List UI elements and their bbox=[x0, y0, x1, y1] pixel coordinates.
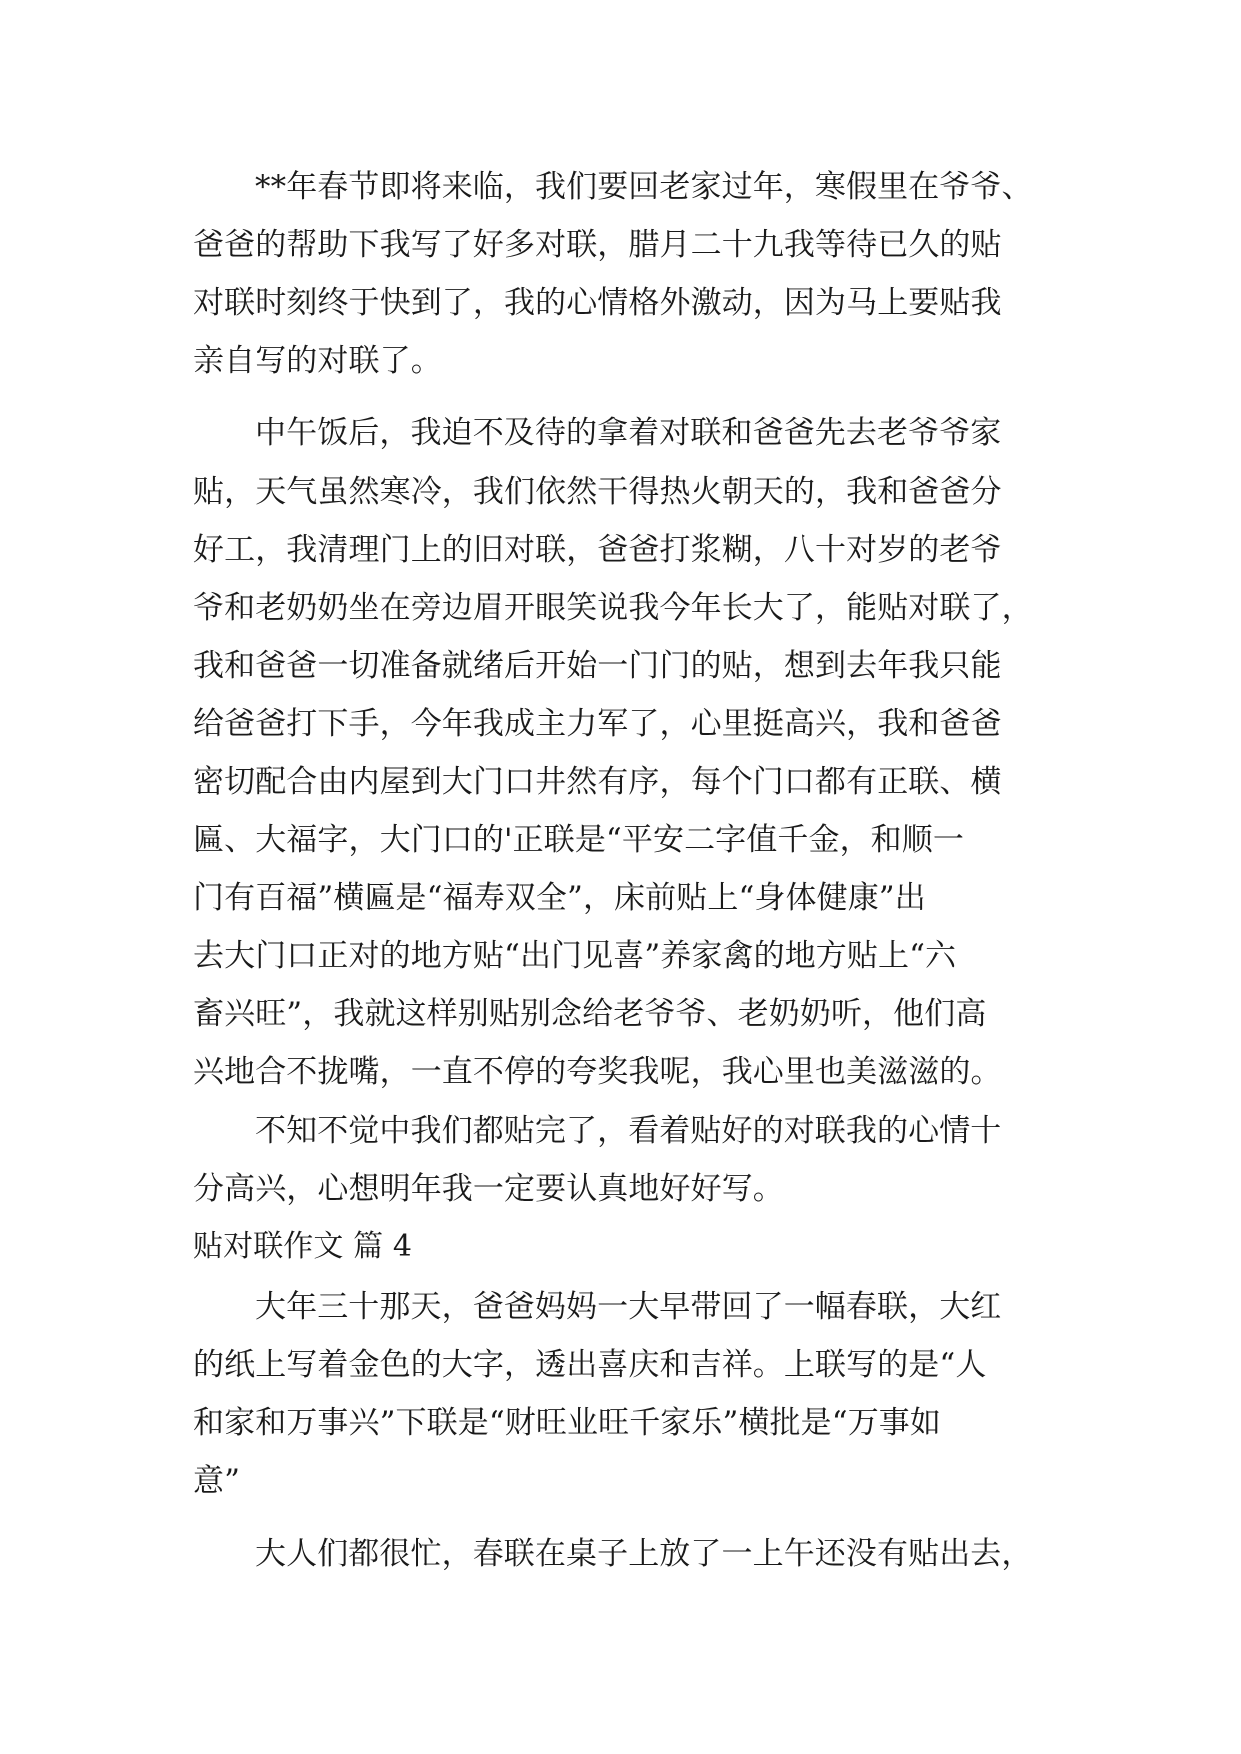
paragraph-4-line-1: 大年三十那天，爸爸妈妈一大早带回了一幅春联，大红 bbox=[255, 1289, 1002, 1325]
paragraph-2-line-2: 贴，天气虽然寒冷，我们依然干得热火朝天的，我和爸爸分 bbox=[193, 474, 1002, 510]
paragraph-1-line-3: 对联时刻终于快到了，我的心情格外激动，因为马上要贴我 bbox=[193, 285, 1002, 321]
paragraph-2-line-7: 密切配合由内屋到大门口井然有序，每个门口都有正联、横 bbox=[193, 764, 1002, 800]
paragraph-2-line-3: 好工，我清理门上的旧对联，爸爸打浆糊，八十对岁的老爷 bbox=[193, 532, 1002, 568]
section-heading: 贴对联作文 篇 4 bbox=[193, 1229, 413, 1264]
paragraph-2-line-1: 中午饭后，我迫不及待的拿着对联和爸爸先去老爷爷家 bbox=[255, 415, 1002, 451]
paragraph-2-line-8: 匾、大福字，大门口的'正联是“平安二字值千金，和顺一 bbox=[193, 822, 964, 858]
paragraph-2-line-5: 我和爸爸一切准备就绪后开始一门门的贴，想到去年我只能 bbox=[193, 648, 1002, 684]
paragraph-3-line-1: 不知不觉中我们都贴完了，看着贴好的对联我的心情十 bbox=[255, 1113, 1002, 1149]
paragraph-1-line-1: **年春节即将来临，我们要回老家过年，寒假里在爷爷、 bbox=[255, 169, 1033, 205]
paragraph-4-line-4: 意” bbox=[193, 1463, 241, 1499]
paragraph-3-line-2: 分高兴，心想明年我一定要认真地好好写。 bbox=[193, 1171, 784, 1207]
paragraph-2-line-11: 畜兴旺”，我就这样别贴别念给老爷爷、老奶奶听，他们高 bbox=[193, 996, 987, 1032]
paragraph-2-line-9: 门有百福”横匾是“福寿双全”，床前贴上“身体健康”出 bbox=[193, 880, 926, 916]
paragraph-4-line-3: 和家和万事兴”下联是“财旺业旺千家乐”横批是“万事如 bbox=[193, 1405, 941, 1441]
paragraph-1-line-2: 爸爸的帮助下我写了好多对联，腊月二十九我等待已久的贴 bbox=[193, 227, 1002, 263]
paragraph-2-line-12: 兴地合不拢嘴，一直不停的夸奖我呢，我心里也美滋滋的。 bbox=[193, 1054, 1002, 1090]
paragraph-2-line-10: 去大门口正对的地方贴“出门见喜”养家禽的地方贴上“六 bbox=[193, 938, 957, 974]
paragraph-2-line-6: 给爸爸打下手，今年我成主力军了，心里挺高兴，我和爸爸 bbox=[193, 706, 1002, 742]
paragraph-1-line-4: 亲自写的对联了。 bbox=[193, 343, 442, 379]
paragraph-2-line-4: 爷和老奶奶坐在旁边眉开眼笑说我今年长大了，能贴对联了， bbox=[193, 590, 1033, 626]
paragraph-5-line-1: 大人们都很忙，春联在桌子上放了一上午还没有贴出去， bbox=[255, 1536, 1033, 1572]
paragraph-4-line-2: 的纸上写着金色的大字，透出喜庆和吉祥。上联写的是“人 bbox=[193, 1347, 987, 1383]
